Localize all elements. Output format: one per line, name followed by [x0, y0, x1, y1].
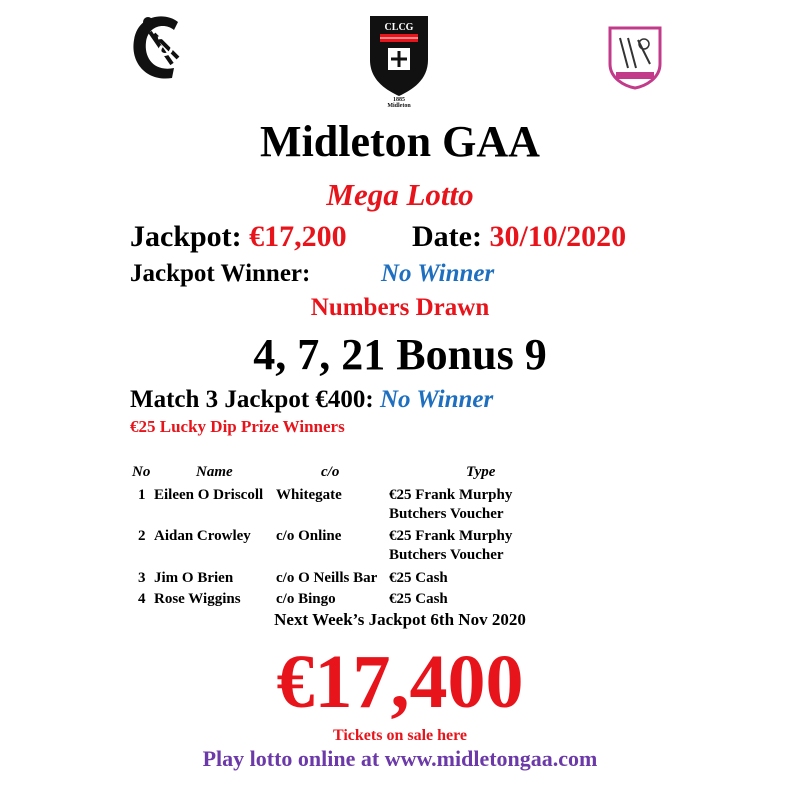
tickets-on-sale: Tickets on sale here: [332, 727, 468, 744]
date-label: Date:: [412, 220, 482, 253]
col-header-co: c/o: [321, 464, 340, 480]
jackpot-value: €17,200: [249, 220, 347, 253]
table-row-no: 1: [138, 487, 146, 503]
lucky-dip-heading: €25 Lucky Dip Prize Winners: [130, 417, 345, 436]
col-header-type: Type: [466, 464, 496, 480]
numbers-drawn-label: Numbers Drawn: [310, 294, 490, 321]
date-row: [412, 220, 626, 254]
table-row-name: Jim O Brien: [154, 570, 234, 586]
col-header-name: Name: [196, 464, 233, 480]
crest-center-place: Midleton: [387, 103, 411, 108]
match3-label: Match 3 Jackpot €400:: [130, 386, 374, 413]
table-row-type: €25 Cash: [389, 591, 448, 607]
midleton-gaa-crest: [364, 10, 434, 108]
date-value: 30/10/2020: [489, 220, 627, 253]
table-row-co: Whitegate: [276, 487, 342, 503]
table-row-name: Rose Wiggins: [154, 591, 241, 607]
table-row-no: 2: [138, 528, 146, 544]
table-row-type: €25 Cash: [389, 570, 448, 586]
table-row-type-cont: Butchers Voucher: [389, 547, 504, 563]
crest-center-year: 1885: [393, 97, 405, 103]
next-week-jackpot-label: Next Week’s Jackpot 6th Nov 2020: [274, 610, 526, 629]
next-week-jackpot-amount: €17,400: [276, 640, 524, 724]
page-title: Midleton GAA: [260, 117, 540, 166]
numbers-drawn: 4, 7, 21 Bonus 9: [253, 330, 547, 379]
jackpot-winner-value: No Winner: [381, 260, 495, 287]
table-row-co: c/o Online: [276, 528, 342, 544]
table-row-co: c/o O Neills Bar: [276, 570, 378, 586]
jackpot-winner-label: Jackpot Winner:: [130, 260, 311, 287]
table-row-name: Eileen O Driscoll: [154, 487, 264, 503]
match3-value: No Winner: [379, 386, 494, 413]
crest-center-text: CLCG: [384, 22, 414, 33]
table-row-no: 3: [138, 570, 146, 586]
camogie-association-logo: [128, 12, 190, 84]
midleton-camogie-logo: [606, 24, 664, 90]
play-online-link[interactable]: Play lotto online at www.midletongaa.com: [202, 746, 598, 771]
table-row-type: €25 Frank Murphy: [389, 528, 513, 544]
table-row-no: 4: [138, 591, 146, 607]
table-row-co: c/o Bingo: [276, 591, 336, 607]
lotto-subtitle: Mega Lotto: [326, 177, 474, 212]
jackpot-label: Jackpot:: [130, 220, 242, 253]
table-row-name: Aidan Crowley: [154, 528, 251, 544]
jackpot-row: [130, 220, 347, 254]
col-header-no: No: [132, 464, 151, 480]
table-row-type: €25 Frank Murphy: [389, 487, 513, 503]
match3-row: [130, 386, 493, 414]
table-row-type-cont: Butchers Voucher: [389, 506, 504, 522]
